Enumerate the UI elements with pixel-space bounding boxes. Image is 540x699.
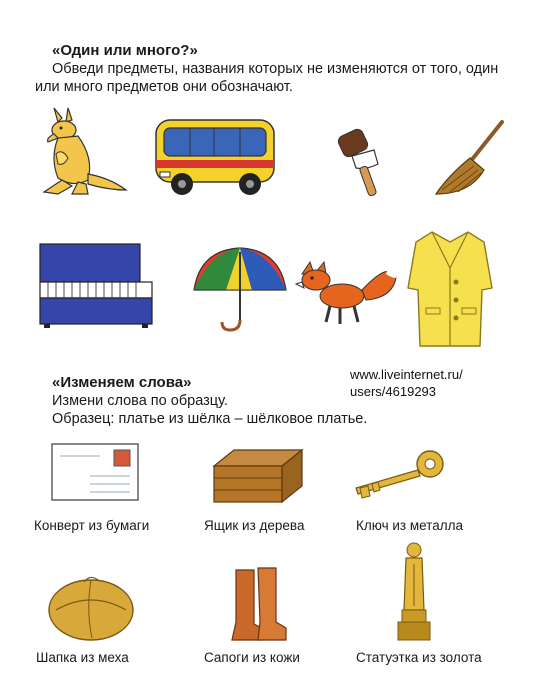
watermark-url-line-2: users/4619293 [350,384,437,399]
caption-statuette: Статуэтка из золота [356,650,482,665]
broom-icon [430,118,510,200]
caption-key: Ключ из металла [356,518,463,533]
envelope-icon [50,442,140,502]
watermark-url-line-1: www.liveinternet.ru/ [350,367,463,382]
coat-icon [402,228,498,350]
section-instruction-line-1: Обведи предметы, названия которых не изменяются от того, один [52,61,499,77]
statuette-icon [396,540,432,644]
piano-icon [36,240,156,330]
crate-icon [210,446,306,506]
caption-envelope: Конверт из бумаги [34,518,150,533]
fox-icon [296,258,400,328]
umbrella-icon [190,242,290,334]
caption-boots: Сапоги из кожи [204,650,300,665]
key-icon [346,448,446,500]
section-example: Образец: платье из шёлка – шёлковое платье. [52,411,368,427]
section-title-change-words: «Изменяем слова» [52,374,192,391]
kangaroo-icon [28,108,128,200]
section-instruction-line-2: или много предметов они обозначают. [35,79,293,95]
section-instruction: Измени слова по образцу. [52,393,228,409]
section-title-one-or-many: «Один или много?» [52,42,198,59]
caption-fur-hat: Шапка из меха [36,650,129,665]
bus-icon [150,114,280,198]
fur-hat-icon [46,570,136,642]
caption-crate: Ящик из дерева [204,518,305,533]
boots-icon [228,566,288,644]
ice-cream-icon [330,122,390,202]
